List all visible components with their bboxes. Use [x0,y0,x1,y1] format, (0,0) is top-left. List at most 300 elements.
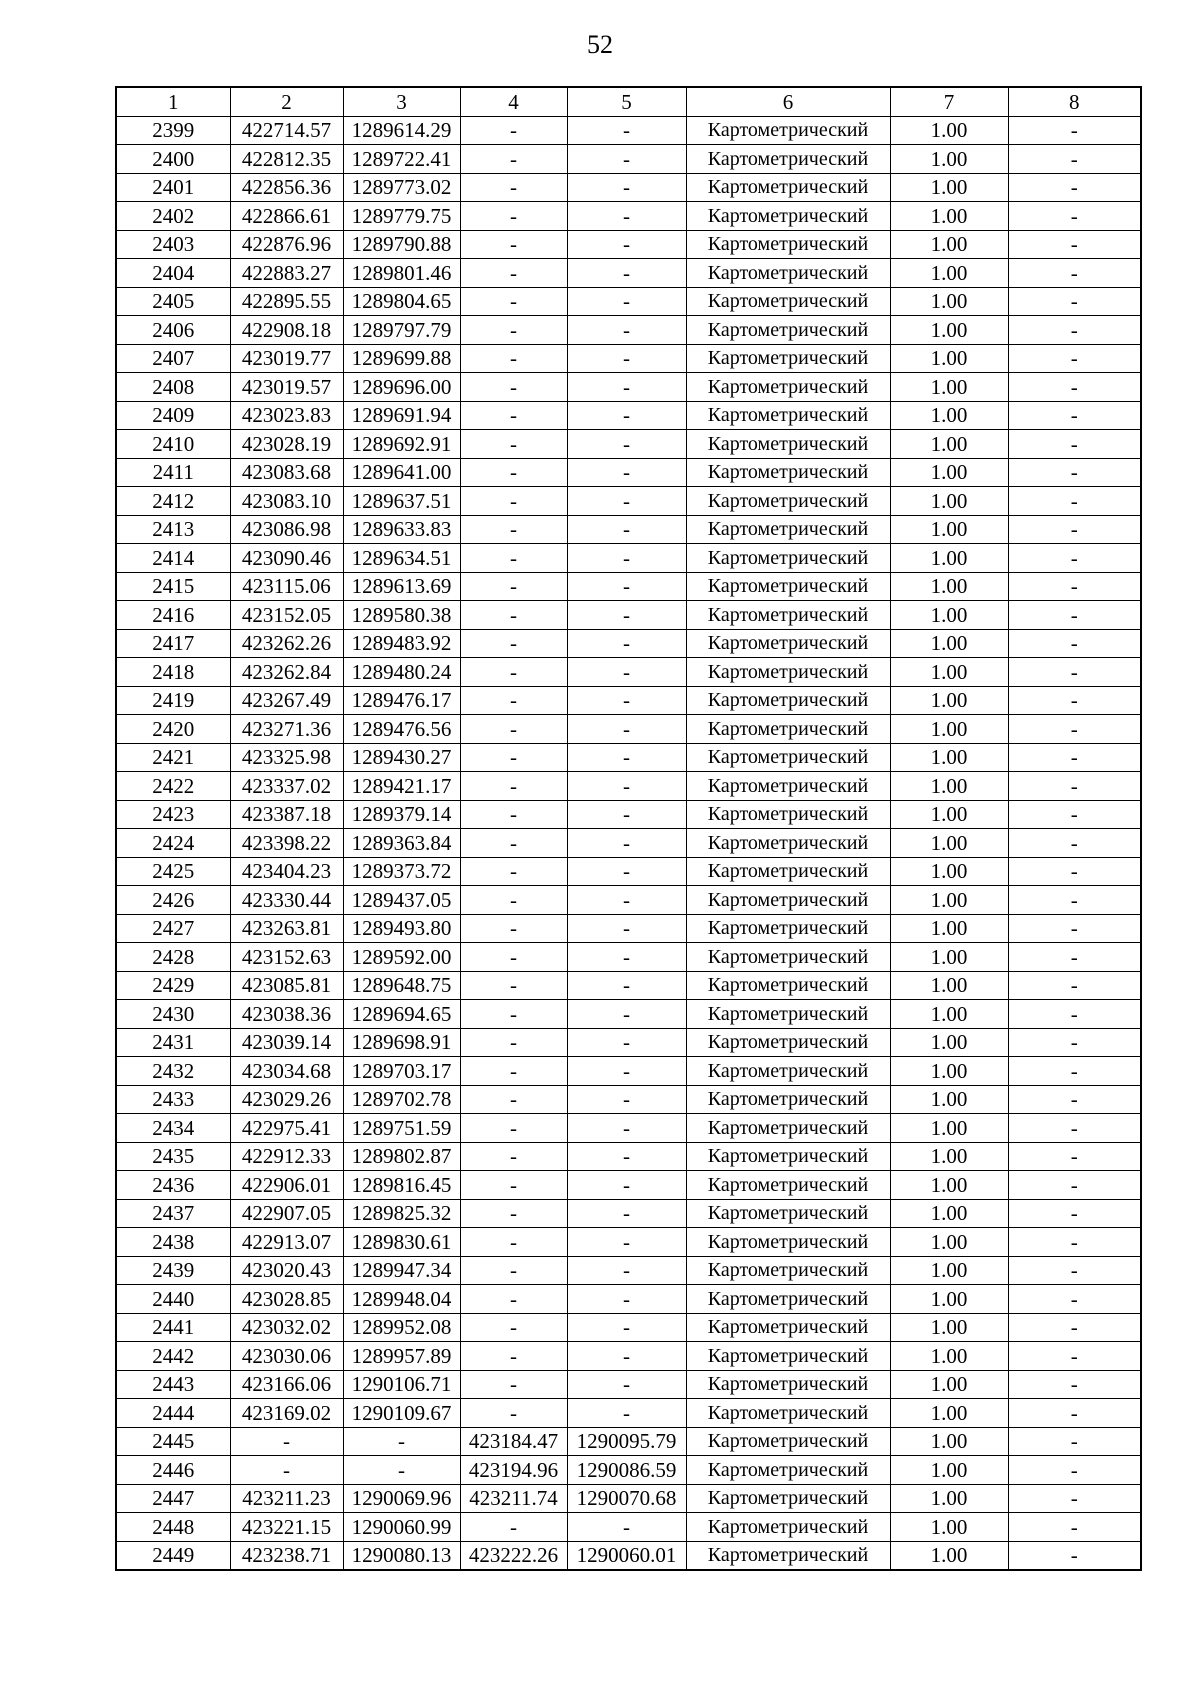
x-coordinate-alt-cell: - [460,829,567,858]
y-coordinate-alt-cell: - [567,1171,686,1200]
point-number-cell: 2426 [116,886,230,915]
y-coordinate-cell: 1289696.00 [343,373,460,402]
note-cell: - [1008,772,1141,801]
note-cell: - [1008,800,1141,829]
accuracy-cell: 1.00 [890,487,1008,516]
y-coordinate-cell: 1289637.51 [343,487,460,516]
y-coordinate-cell: 1289797.79 [343,316,460,345]
y-coordinate-cell: 1289947.34 [343,1256,460,1285]
y-coordinate-alt-cell: - [567,743,686,772]
y-coordinate-cell: 1289699.88 [343,344,460,373]
accuracy-cell: 1.00 [890,1399,1008,1428]
x-coordinate-alt-cell: - [460,658,567,687]
accuracy-cell: 1.00 [890,344,1008,373]
point-number-cell: 2429 [116,971,230,1000]
accuracy-cell: 1.00 [890,1114,1008,1143]
x-coordinate-alt-cell: - [460,458,567,487]
point-number-cell: 2405 [116,287,230,316]
point-number-cell: 2449 [116,1541,230,1570]
page-number: 52 [587,30,613,59]
y-coordinate-alt-cell: - [567,1513,686,1542]
method-cell: Картометрический [686,1456,890,1485]
x-coordinate-cell: 423115.06 [230,572,343,601]
method-cell: Картометрический [686,373,890,402]
point-number-cell: 2401 [116,173,230,202]
point-number-cell: 2408 [116,373,230,402]
x-coordinate-alt-cell: - [460,1399,567,1428]
accuracy-cell: 1.00 [890,430,1008,459]
y-coordinate-alt-cell: - [567,287,686,316]
point-number-cell: 2413 [116,515,230,544]
y-coordinate-alt-cell: - [567,202,686,231]
note-cell: - [1008,544,1141,573]
note-cell: - [1008,1456,1141,1485]
y-coordinate-alt-cell: - [567,943,686,972]
y-coordinate-cell: 1289698.91 [343,1028,460,1057]
point-number-cell: 2428 [116,943,230,972]
y-coordinate-alt-cell: - [567,487,686,516]
note-cell: - [1008,316,1141,345]
point-number-cell: 2420 [116,715,230,744]
column-header: 8 [1008,87,1141,116]
point-number-cell: 2444 [116,1399,230,1428]
accuracy-cell: 1.00 [890,1342,1008,1371]
x-coordinate-cell: 423152.05 [230,601,343,630]
accuracy-cell: 1.00 [890,202,1008,231]
accuracy-cell: 1.00 [890,1285,1008,1314]
table-row [116,1541,1141,1570]
note-cell: - [1008,857,1141,886]
table-row [116,971,1141,1000]
point-number-cell: 2442 [116,1342,230,1371]
accuracy-cell: 1.00 [890,886,1008,915]
x-coordinate-cell: 422906.01 [230,1171,343,1200]
table-row [116,629,1141,658]
point-number-cell: 2438 [116,1228,230,1257]
y-coordinate-cell: 1289483.92 [343,629,460,658]
accuracy-cell: 1.00 [890,658,1008,687]
method-cell: Картометрический [686,1057,890,1086]
table-row [116,1199,1141,1228]
note-cell: - [1008,230,1141,259]
accuracy-cell: 1.00 [890,772,1008,801]
note-cell: - [1008,259,1141,288]
accuracy-cell: 1.00 [890,572,1008,601]
method-cell: Картометрический [686,487,890,516]
y-coordinate-alt-cell: - [567,1342,686,1371]
y-coordinate-cell: 1289430.27 [343,743,460,772]
point-number-cell: 2439 [116,1256,230,1285]
accuracy-cell: 1.00 [890,230,1008,259]
table-row [116,173,1141,202]
y-coordinate-cell: 1289825.32 [343,1199,460,1228]
y-coordinate-cell: 1289614.29 [343,116,460,145]
table-row [116,1057,1141,1086]
accuracy-cell: 1.00 [890,1313,1008,1342]
method-cell: Картометрический [686,1000,890,1029]
x-coordinate-alt-cell: - [460,116,567,145]
y-coordinate-alt-cell: - [567,800,686,829]
note-cell: - [1008,1000,1141,1029]
method-cell: Картометрический [686,1256,890,1285]
table-row [116,145,1141,174]
point-number-cell: 2411 [116,458,230,487]
y-coordinate-alt-cell: - [567,629,686,658]
y-coordinate-cell: 1289476.17 [343,686,460,715]
point-number-cell: 2445 [116,1427,230,1456]
note-cell: - [1008,1513,1141,1542]
y-coordinate-cell: 1289379.14 [343,800,460,829]
accuracy-cell: 1.00 [890,743,1008,772]
x-coordinate-alt-cell: - [460,857,567,886]
x-coordinate-alt-cell: - [460,145,567,174]
x-coordinate-cell: 422876.96 [230,230,343,259]
table-row [116,458,1141,487]
y-coordinate-alt-cell: - [567,1028,686,1057]
accuracy-cell: 1.00 [890,1427,1008,1456]
x-coordinate-cell: 422908.18 [230,316,343,345]
x-coordinate-alt-cell: - [460,914,567,943]
table-row [116,800,1141,829]
method-cell: Картометрический [686,829,890,858]
method-cell: Картометрический [686,1370,890,1399]
method-cell: Картометрический [686,686,890,715]
x-coordinate-cell: 423028.19 [230,430,343,459]
x-coordinate-alt-cell: - [460,373,567,402]
x-coordinate-cell: 423090.46 [230,544,343,573]
column-header: 6 [686,87,890,116]
note-cell: - [1008,287,1141,316]
note-cell: - [1008,1399,1141,1428]
y-coordinate-alt-cell: - [567,430,686,459]
y-coordinate-alt-cell: - [567,772,686,801]
x-coordinate-cell: - [230,1456,343,1485]
method-cell: Картометрический [686,1228,890,1257]
note-cell: - [1008,971,1141,1000]
table-row [116,1085,1141,1114]
y-coordinate-cell: 1289692.91 [343,430,460,459]
y-coordinate-alt-cell: - [567,715,686,744]
x-coordinate-cell: 423032.02 [230,1313,343,1342]
accuracy-cell: 1.00 [890,943,1008,972]
x-coordinate-alt-cell: - [460,430,567,459]
accuracy-cell: 1.00 [890,287,1008,316]
point-number-cell: 2419 [116,686,230,715]
note-cell: - [1008,1142,1141,1171]
accuracy-cell: 1.00 [890,1142,1008,1171]
y-coordinate-cell: 1289476.56 [343,715,460,744]
note-cell: - [1008,829,1141,858]
y-coordinate-alt-cell: - [567,1114,686,1143]
y-coordinate-cell: 1289703.17 [343,1057,460,1086]
table-row [116,658,1141,687]
method-cell: Картометрический [686,1484,890,1513]
accuracy-cell: 1.00 [890,1199,1008,1228]
x-coordinate-alt-cell: - [460,686,567,715]
x-coordinate-cell: 423152.63 [230,943,343,972]
x-coordinate-cell: 423019.57 [230,373,343,402]
x-coordinate-alt-cell: 423194.96 [460,1456,567,1485]
point-number-cell: 2443 [116,1370,230,1399]
method-cell: Картометрический [686,1313,890,1342]
y-coordinate-cell: 1289373.72 [343,857,460,886]
x-coordinate-alt-cell: - [460,1057,567,1086]
x-coordinate-alt-cell: - [460,1085,567,1114]
y-coordinate-alt-cell: - [567,259,686,288]
note-cell: - [1008,743,1141,772]
accuracy-cell: 1.00 [890,1171,1008,1200]
column-header: 3 [343,87,460,116]
note-cell: - [1008,1484,1141,1513]
note-cell: - [1008,1342,1141,1371]
method-cell: Картометрический [686,601,890,630]
table-row [116,715,1141,744]
accuracy-cell: 1.00 [890,601,1008,630]
accuracy-cell: 1.00 [890,401,1008,430]
note-cell: - [1008,458,1141,487]
table-row [116,1000,1141,1029]
x-coordinate-alt-cell: - [460,743,567,772]
y-coordinate-cell: 1289580.38 [343,601,460,630]
method-cell: Картометрический [686,1285,890,1314]
table-row [116,1228,1141,1257]
method-cell: Картометрический [686,316,890,345]
table-row [116,230,1141,259]
y-coordinate-alt-cell: - [567,544,686,573]
y-coordinate-alt-cell: - [567,173,686,202]
table-row [116,601,1141,630]
x-coordinate-cell: 423398.22 [230,829,343,858]
note-cell: - [1008,1370,1141,1399]
accuracy-cell: 1.00 [890,259,1008,288]
note-cell: - [1008,1028,1141,1057]
column-header: 1 [116,87,230,116]
method-cell: Картометрический [686,715,890,744]
table-row [116,1313,1141,1342]
x-coordinate-alt-cell: - [460,515,567,544]
table-row [116,544,1141,573]
x-coordinate-alt-cell: - [460,800,567,829]
point-number-cell: 2433 [116,1085,230,1114]
x-coordinate-alt-cell: - [460,1114,567,1143]
x-coordinate-alt-cell: - [460,316,567,345]
accuracy-cell: 1.00 [890,1057,1008,1086]
x-coordinate-alt-cell: - [460,572,567,601]
x-coordinate-alt-cell: - [460,772,567,801]
note-cell: - [1008,145,1141,174]
note-cell: - [1008,487,1141,516]
note-cell: - [1008,173,1141,202]
table-row [116,1370,1141,1399]
y-coordinate-cell: 1289633.83 [343,515,460,544]
method-cell: Картометрический [686,1114,890,1143]
x-coordinate-cell: 422856.36 [230,173,343,202]
y-coordinate-cell: 1289802.87 [343,1142,460,1171]
y-coordinate-alt-cell: - [567,515,686,544]
x-coordinate-cell: 423262.84 [230,658,343,687]
x-coordinate-cell: - [230,1427,343,1456]
note-cell: - [1008,1085,1141,1114]
table-row [116,1114,1141,1143]
note-cell: - [1008,401,1141,430]
table-row [116,487,1141,516]
table-row [116,1427,1141,1456]
method-cell: Картометрический [686,430,890,459]
x-coordinate-cell: 423029.26 [230,1085,343,1114]
y-coordinate-cell: 1289702.78 [343,1085,460,1114]
accuracy-cell: 1.00 [890,173,1008,202]
y-coordinate-alt-cell: 1290095.79 [567,1427,686,1456]
table-row [116,886,1141,915]
x-coordinate-alt-cell: - [460,287,567,316]
accuracy-cell: 1.00 [890,1085,1008,1114]
accuracy-cell: 1.00 [890,1370,1008,1399]
table-row [116,116,1141,145]
method-cell: Картометрический [686,572,890,601]
point-number-cell: 2447 [116,1484,230,1513]
x-coordinate-cell: 423030.06 [230,1342,343,1371]
y-coordinate-cell: 1289480.24 [343,658,460,687]
y-coordinate-cell: 1289437.05 [343,886,460,915]
y-coordinate-cell: 1289613.69 [343,572,460,601]
accuracy-cell: 1.00 [890,1513,1008,1542]
table-row [116,1256,1141,1285]
method-cell: Картометрический [686,116,890,145]
x-coordinate-alt-cell: 423211.74 [460,1484,567,1513]
y-coordinate-alt-cell: - [567,1000,686,1029]
y-coordinate-alt-cell: - [567,1256,686,1285]
column-header: 4 [460,87,567,116]
y-coordinate-cell: 1290069.96 [343,1484,460,1513]
table-row [116,316,1141,345]
point-number-cell: 2446 [116,1456,230,1485]
column-header: 7 [890,87,1008,116]
y-coordinate-alt-cell: - [567,1313,686,1342]
table-row [116,914,1141,943]
note-cell: - [1008,1057,1141,1086]
note-cell: - [1008,1228,1141,1257]
point-number-cell: 2448 [116,1513,230,1542]
table-row [116,829,1141,858]
x-coordinate-alt-cell: 423222.26 [460,1541,567,1570]
table-row [116,1028,1141,1057]
x-coordinate-cell: 423086.98 [230,515,343,544]
note-cell: - [1008,658,1141,687]
x-coordinate-cell: 422907.05 [230,1199,343,1228]
accuracy-cell: 1.00 [890,715,1008,744]
y-coordinate-alt-cell: - [567,458,686,487]
table-row [116,943,1141,972]
x-coordinate-cell: 423083.10 [230,487,343,516]
x-coordinate-alt-cell: - [460,601,567,630]
x-coordinate-cell: 423325.98 [230,743,343,772]
table-row [116,259,1141,288]
x-coordinate-alt-cell: - [460,1342,567,1371]
y-coordinate-alt-cell: - [567,572,686,601]
y-coordinate-alt-cell: - [567,316,686,345]
note-cell: - [1008,629,1141,658]
accuracy-cell: 1.00 [890,515,1008,544]
note-cell: - [1008,1256,1141,1285]
note-cell: - [1008,1199,1141,1228]
point-number-cell: 2427 [116,914,230,943]
x-coordinate-alt-cell: - [460,1313,567,1342]
x-coordinate-cell: 423023.83 [230,401,343,430]
y-coordinate-cell: 1289948.04 [343,1285,460,1314]
method-cell: Картометрический [686,1028,890,1057]
method-cell: Картометрический [686,1142,890,1171]
method-cell: Картометрический [686,202,890,231]
y-coordinate-cell: 1289779.75 [343,202,460,231]
table-header-row [116,87,1141,116]
x-coordinate-alt-cell: - [460,1256,567,1285]
y-coordinate-alt-cell: 1290060.01 [567,1541,686,1570]
accuracy-cell: 1.00 [890,316,1008,345]
note-cell: - [1008,515,1141,544]
table-row [116,1484,1141,1513]
x-coordinate-cell: 423404.23 [230,857,343,886]
note-cell: - [1008,715,1141,744]
y-coordinate-cell: 1290109.67 [343,1399,460,1428]
x-coordinate-alt-cell: - [460,1028,567,1057]
table-row [116,686,1141,715]
x-coordinate-cell: 423387.18 [230,800,343,829]
y-coordinate-cell: 1289957.89 [343,1342,460,1371]
accuracy-cell: 1.00 [890,1028,1008,1057]
y-coordinate-alt-cell: - [567,886,686,915]
point-number-cell: 2407 [116,344,230,373]
point-number-cell: 2437 [116,1199,230,1228]
table-row [116,1399,1141,1428]
x-coordinate-alt-cell: - [460,971,567,1000]
x-coordinate-cell: 422812.35 [230,145,343,174]
point-number-cell: 2410 [116,430,230,459]
method-cell: Картометрический [686,458,890,487]
note-cell: - [1008,116,1141,145]
y-coordinate-alt-cell: - [567,401,686,430]
y-coordinate-cell: 1289648.75 [343,971,460,1000]
table-body [116,116,1141,1570]
x-coordinate-cell: 423038.36 [230,1000,343,1029]
note-cell: - [1008,886,1141,915]
accuracy-cell: 1.00 [890,544,1008,573]
point-number-cell: 2425 [116,857,230,886]
y-coordinate-alt-cell: - [567,829,686,858]
accuracy-cell: 1.00 [890,1228,1008,1257]
x-coordinate-alt-cell: - [460,487,567,516]
point-number-cell: 2404 [116,259,230,288]
point-number-cell: 2403 [116,230,230,259]
y-coordinate-cell: 1289421.17 [343,772,460,801]
x-coordinate-alt-cell: - [460,1370,567,1399]
accuracy-cell: 1.00 [890,629,1008,658]
x-coordinate-cell: 423169.02 [230,1399,343,1428]
note-cell: - [1008,430,1141,459]
x-coordinate-cell: 422975.41 [230,1114,343,1143]
y-coordinate-alt-cell: - [567,971,686,1000]
x-coordinate-alt-cell: - [460,173,567,202]
method-cell: Картометрический [686,886,890,915]
method-cell: Картометрический [686,658,890,687]
y-coordinate-cell: - [343,1427,460,1456]
y-coordinate-cell: 1289804.65 [343,287,460,316]
x-coordinate-alt-cell: - [460,1228,567,1257]
method-cell: Картометрический [686,971,890,1000]
point-number-cell: 2399 [116,116,230,145]
x-coordinate-cell: 423267.49 [230,686,343,715]
accuracy-cell: 1.00 [890,458,1008,487]
method-cell: Картометрический [686,544,890,573]
